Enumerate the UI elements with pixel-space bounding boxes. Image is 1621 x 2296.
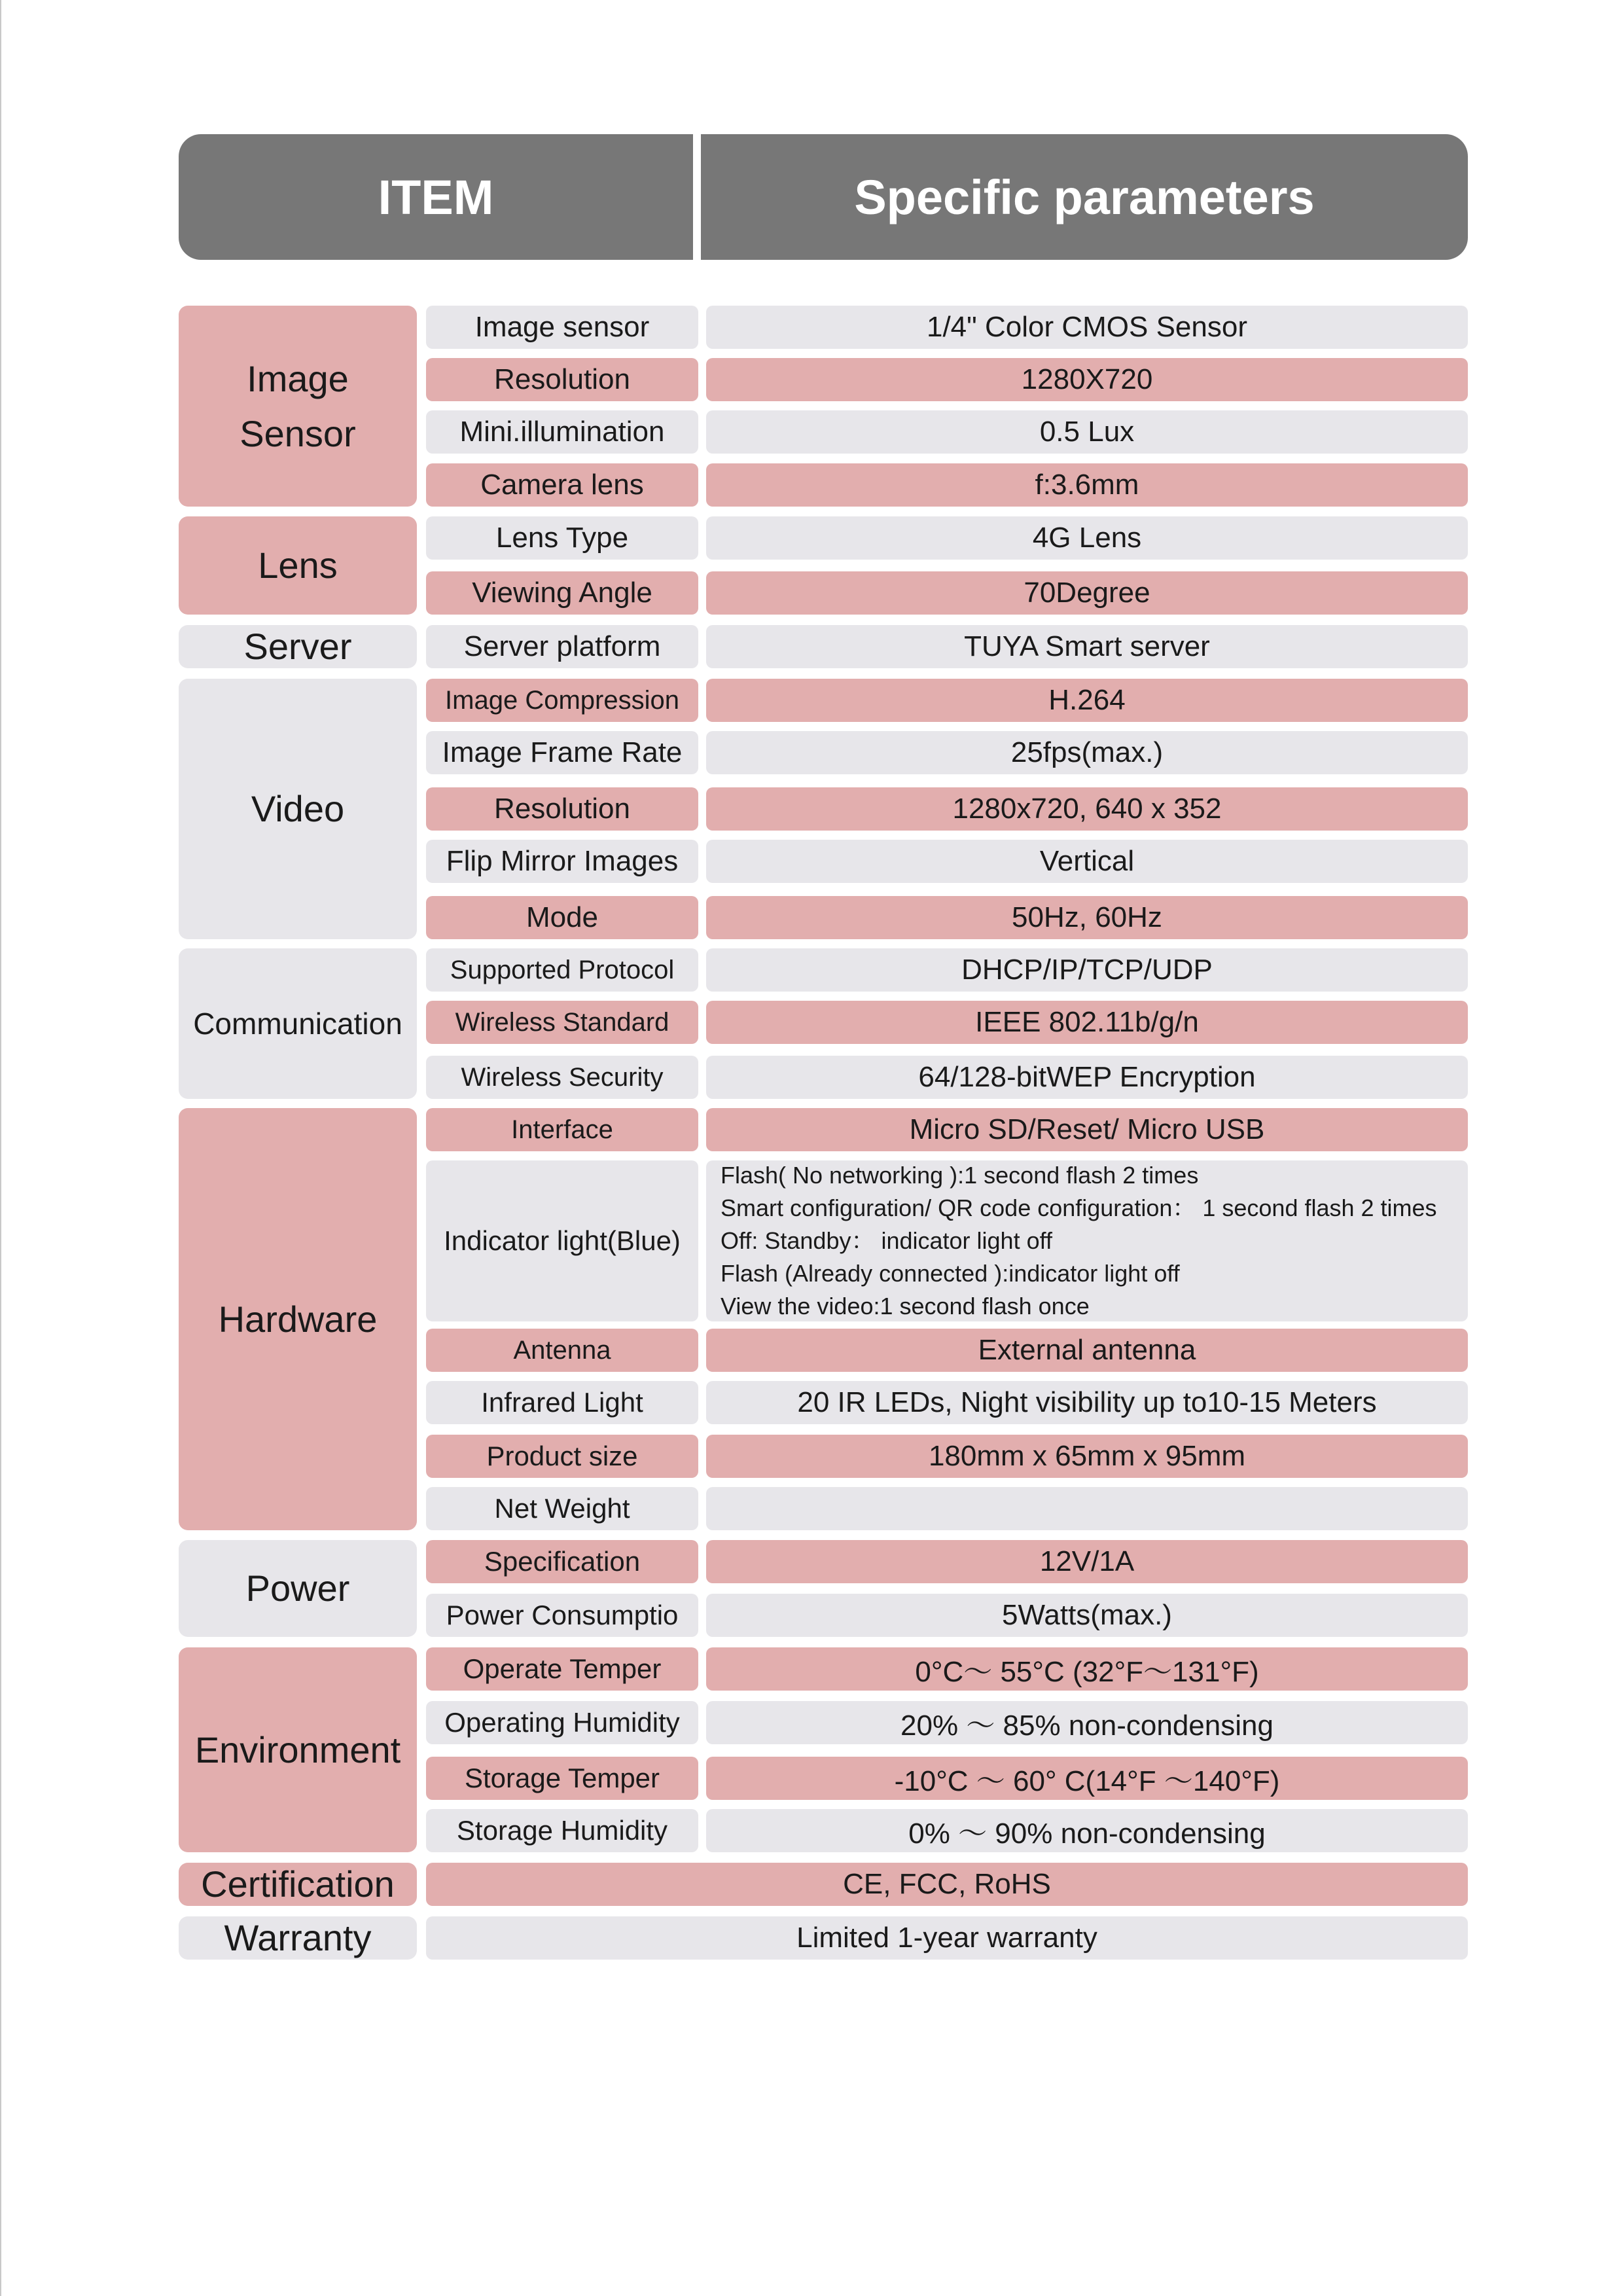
item-mini-illumination: Mini.illumination (426, 410, 698, 454)
value-specification: 12V/1A (706, 1540, 1468, 1583)
value-infrared: 20 IR LEDs, Night visibility up to10-15 Meters (706, 1381, 1468, 1424)
item-specification: Specification (426, 1540, 698, 1583)
value-protocol: DHCP/IP/TCP/UDP (706, 948, 1468, 992)
value-antenna: External antenna (706, 1329, 1468, 1372)
item-wireless-security: Wireless Security (426, 1056, 698, 1099)
item-power-consumption: Power Consumptio (426, 1594, 698, 1637)
indicator-line: Flash (Already connected ):indicator light off (721, 1260, 1180, 1287)
item-flip-mirror: Flip Mirror Images (426, 840, 698, 883)
value-image-sensor: 1/4" Color CMOS Sensor (706, 306, 1468, 349)
value-image-compression: H.264 (706, 679, 1468, 722)
category-video: Video (179, 679, 417, 939)
category-image-sensor-line2: Sensor (240, 412, 356, 454)
category-warranty: Warranty (179, 1916, 417, 1960)
value-viewing-angle: 70Degree (706, 571, 1468, 615)
category-image-sensor (179, 306, 417, 507)
value-indicator-light (706, 1160, 1468, 1321)
value-mode: 50Hz, 60Hz (706, 896, 1468, 939)
indicator-line: Smart configuration/ QR code configuration： 1 second flash 2 times (721, 1194, 1437, 1221)
value-net-weight (706, 1487, 1468, 1530)
value-power-consumption: 5Watts(max.) (706, 1594, 1468, 1637)
value-resolution: 1280X720 (706, 358, 1468, 401)
category-communication: Communication (179, 948, 417, 1099)
item-frame-rate: Image Frame Rate (426, 731, 698, 774)
item-net-weight: Net Weight (426, 1487, 698, 1530)
item-camera-lens: Camera lens (426, 463, 698, 507)
category-environment: Environment (179, 1647, 417, 1852)
item-antenna: Antenna (426, 1329, 698, 1372)
value-storage-humidity: 0% ～ 90% non-condensing (706, 1809, 1468, 1852)
item-lens-type: Lens Type (426, 516, 698, 560)
item-infrared: Infrared Light (426, 1381, 698, 1424)
value-flip-mirror: Vertical (706, 840, 1468, 883)
value-frame-rate: 25fps(max.) (706, 731, 1468, 774)
item-operate-temper: Operate Temper (426, 1647, 698, 1691)
value-interface: Micro SD/Reset/ Micro USB (706, 1108, 1468, 1151)
item-storage-temper: Storage Temper (426, 1757, 698, 1800)
value-video-resolution: 1280x720, 640 x 352 (706, 787, 1468, 831)
item-interface: Interface (426, 1108, 698, 1151)
value-warranty: Limited 1-year warranty (426, 1916, 1468, 1960)
value-camera-lens: f:3.6mm (706, 463, 1468, 507)
value-certification: CE, FCC, RoHS (426, 1863, 1468, 1906)
category-certification: Certification (179, 1863, 417, 1906)
category-hardware: Hardware (179, 1108, 417, 1530)
category-power: Power (179, 1540, 417, 1637)
header-item: ITEM (179, 134, 693, 260)
item-video-resolution: Resolution (426, 787, 698, 831)
value-wireless-standard: IEEE 802.11b/g/n (706, 1001, 1468, 1044)
item-mode: Mode (426, 896, 698, 939)
value-lens-type: 4G Lens (706, 516, 1468, 560)
value-mini-illumination: 0.5 Lux (706, 410, 1468, 454)
item-wireless-standard: Wireless Standard (426, 1001, 698, 1044)
header-specific-parameters: Specific parameters (701, 134, 1468, 260)
value-storage-temper: -10°C ～ 60° C(14°F ～140°F) (706, 1757, 1468, 1800)
item-viewing-angle: Viewing Angle (426, 571, 698, 615)
item-operating-humidity: Operating Humidity (426, 1701, 698, 1744)
category-server: Server (179, 625, 417, 668)
value-product-size: 180mm x 65mm x 95mm (706, 1435, 1468, 1478)
value-wireless-security: 64/128-bitWEP Encryption (706, 1056, 1468, 1099)
indicator-line: Flash( No networking ):1 second flash 2 times (721, 1162, 1199, 1189)
category-lens: Lens (179, 516, 417, 615)
item-product-size: Product size (426, 1435, 698, 1478)
value-operate-temper: 0°C～ 55°C (32°F～131°F) (706, 1647, 1468, 1691)
indicator-line: Off: Standby： indicator light off (721, 1227, 1052, 1254)
item-protocol: Supported Protocol (426, 948, 698, 992)
item-image-compression: Image Compression (426, 679, 698, 722)
category-image-sensor-line1: Image (247, 357, 349, 399)
item-indicator-light: Indicator light(Blue) (426, 1160, 698, 1321)
item-image-sensor: Image sensor (426, 306, 698, 349)
item-server-platform: Server platform (426, 625, 698, 668)
value-server-platform: TUYA Smart server (706, 625, 1468, 668)
indicator-line: View the video:1 second flash once (721, 1293, 1090, 1319)
value-operating-humidity: 20% ～ 85% non-condensing (706, 1701, 1468, 1744)
item-resolution: Resolution (426, 358, 698, 401)
item-storage-humidity: Storage Humidity (426, 1809, 698, 1852)
